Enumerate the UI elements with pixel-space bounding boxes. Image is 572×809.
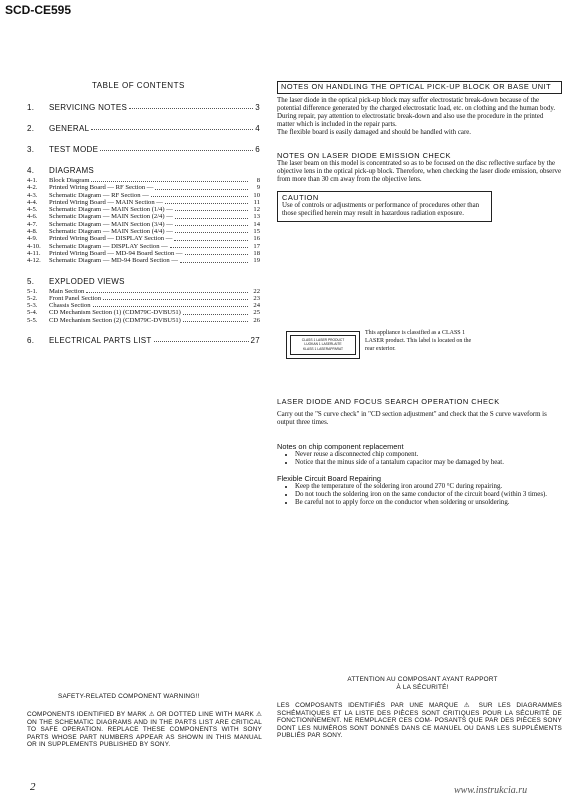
toc-item-page: 25	[253, 309, 260, 317]
toc-leader	[183, 309, 248, 314]
toc-leader	[154, 336, 249, 342]
toc-item-number: 5-3.	[27, 302, 38, 310]
toc-section-title: TEST MODE	[49, 145, 99, 154]
toc-section-page: 3	[255, 103, 260, 112]
flex-bullet: • Keep the temperature of the soldering iron around 270 °C during repairing.	[295, 483, 562, 491]
focus-heading: LASER DIODE AND FOCUS SEARCH OPERATION CHECK	[277, 397, 500, 406]
toc-leader	[151, 192, 248, 197]
toc-item	[27, 177, 260, 184]
toc-item-number: 4-1.	[27, 177, 38, 184]
class1-label-text	[290, 335, 356, 355]
toc-item-number: 4-6.	[27, 213, 38, 221]
caution-heading: CAUTION	[282, 192, 319, 202]
toc-leader	[180, 257, 248, 262]
toc-item-number: 4-11.	[27, 249, 41, 257]
toc-item-page: 12	[253, 206, 260, 214]
toc-leader	[100, 145, 253, 151]
toc-item-page: 9	[256, 184, 260, 192]
toc-item-title: Schematic Diagram — RF Section —	[49, 191, 149, 199]
toc-section	[27, 145, 260, 154]
toc-item	[27, 184, 260, 191]
toc-item-number: 4-3.	[27, 191, 38, 199]
watermark: www.instrukcia.ru	[454, 785, 528, 796]
toc-item-title: Schematic Diagram — MAIN Section (2/4) —	[49, 213, 173, 221]
toc-item-page: 24	[253, 302, 260, 310]
class1-description: This appliance is classified as a CLASS 1 LASER product. This label is located on the rear exterior.	[365, 330, 472, 352]
toc-item-number: 4-12.	[27, 257, 41, 265]
toc-leader	[175, 221, 248, 226]
toc-item	[27, 317, 260, 324]
toc-leader	[175, 206, 248, 211]
toc-item-number: 4-9.	[27, 235, 38, 243]
model-number: SCD-CE595	[5, 3, 72, 17]
right-column-lower	[277, 398, 562, 507]
toc-item-title: Front Panel Section	[49, 294, 102, 302]
toc-leader	[175, 228, 248, 233]
toc-subsection-list	[27, 288, 260, 324]
toc-item-page: 16	[253, 235, 260, 243]
optical-heading: NOTES ON HANDLING THE OPTICAL PICK-UP BLOCK OR BASE UNIT	[281, 82, 552, 91]
toc-item-page: 23	[253, 294, 260, 302]
flex-heading: Flexible Circuit Board Repairing	[277, 473, 381, 483]
toc-item-title: Block Diagram	[49, 177, 90, 184]
toc-leader	[91, 124, 253, 130]
toc-item-page: 19	[253, 257, 260, 265]
toc-item-page: 17	[253, 242, 260, 250]
safety-en-body: COMPONENTS IDENTIFIED BY MARK ⚠ OR DOTTED LINE WITH MARK ⚠ ON THE SCHEMATIC DIAGRAMS AND IN THE PARTS LIST ARE CRITICAL TO SAFE OPERATION. REPLACE THESE COMPONENTS WITH SONY PARTS WHOSE PART NUMBERS APPEAR AS SHOWN IN THIS MANUAL OR IN SUPPLEMENTS PUBLISHED BY SONY.	[27, 711, 262, 748]
flex-bullet: • Be careful not to apply force on the conductor when soldering or unsoldering.	[295, 499, 562, 507]
flex-bullet: • Do not touch the soldering iron on the same conductor of the circuit board (within 3 times).	[295, 491, 562, 499]
toc-leader	[129, 103, 253, 109]
laser-emission-heading: NOTES ON LASER DIODE EMISSION CHECK	[277, 150, 451, 160]
optical-body	[277, 97, 562, 138]
toc-item	[27, 302, 260, 309]
toc-item-number: 5-4.	[27, 309, 38, 317]
table-of-contents	[27, 103, 260, 345]
toc-item-page: 14	[253, 220, 260, 228]
toc-item-page: 26	[253, 316, 260, 324]
right-column	[277, 81, 562, 222]
label-line: CLASS 1 LASER PRODUCT	[301, 338, 345, 342]
toc-item-page: 13	[253, 213, 260, 221]
laser-emission-body	[277, 160, 562, 185]
toc-item	[27, 295, 260, 302]
page-number: 2	[30, 781, 36, 793]
optical-para-3: The flexible board is easily damaged and should be handled with care.	[277, 129, 472, 137]
optical-heading-box	[277, 81, 562, 94]
caution-box	[277, 191, 492, 222]
toc-item-number: 4-2.	[27, 184, 38, 192]
toc-section-number: 4.	[27, 166, 35, 175]
safety-fr-title-1: ATTENTION AU COMPOSANT AYANT RAPPORT	[347, 676, 498, 683]
toc-item	[27, 206, 260, 213]
toc-leader	[170, 243, 248, 248]
toc-item	[27, 309, 260, 316]
label-line: KLASS 1 LASERAPPARAT	[302, 346, 343, 351]
safety-fr-title-2: À LA SÉCURITÉ!	[396, 683, 449, 691]
toc-item	[27, 221, 260, 228]
toc-item	[27, 257, 260, 264]
toc-item-title: Schematic Diagram — MAIN Section (3/4) —	[49, 220, 173, 228]
toc-section-title: DIAGRAMS	[49, 166, 95, 175]
chip-heading: Notes on chip component replacement	[277, 441, 404, 451]
toc-section	[27, 103, 260, 112]
toc-leader	[183, 317, 248, 322]
toc-leader	[155, 184, 248, 189]
toc-item-title: Printed Wiring Board — DISPLAY Section —	[49, 235, 173, 243]
toc-item-title: Chassis Section	[49, 302, 91, 310]
toc-section-number: 6.	[27, 336, 35, 346]
toc-leader	[165, 199, 248, 204]
toc-item-title: Printed Wiring Board — RF Section —	[49, 184, 154, 192]
toc-item-title: CD Mechanism Section (1) (CDM79C-DVBU51)	[49, 309, 181, 317]
toc-section-page: 4	[255, 124, 260, 133]
toc-leader	[93, 302, 248, 307]
toc-item-number: 5-2.	[27, 294, 38, 302]
toc-item-page: 11	[253, 198, 260, 206]
toc-item-number: 4-8.	[27, 228, 38, 236]
toc-item-page: 22	[253, 287, 260, 295]
toc-item	[27, 213, 260, 220]
label-line: LUOKAN 1 LASERLAITE	[304, 342, 342, 347]
toc-section	[27, 277, 260, 286]
toc-title: TABLE OF CONTENTS	[92, 81, 185, 90]
toc-section-page: 27	[250, 336, 260, 346]
safety-fr-body: LES COMPOSANTS IDENTIFIÉS PAR UNE MARQUE ⚠ SUR LES DIAGRAMMES SCHÉMATIQUES ET LA LISTE DES PIÈCES SONT CRITIQUES POUR LA SÉCURITÉ DE FONCTIONNEMENT. NE REMPLACER CES COM- POSANTS QUE PAR DES PIÈCES SONY DONT LES NUMÉROS SONT DONNÉS DANS CE MANUEL OU DANS LES SUPPLÉMENTS PUBLIÉS PAR SONY.	[277, 702, 562, 739]
focus-body: Carry out the "S curve check" in "CD section adjustment" and check that the S curve waveform is output three times.	[277, 410, 547, 426]
safety-en-heading: SAFETY-RELATED COMPONENT WARNING!!	[58, 693, 200, 700]
toc-item	[27, 288, 260, 295]
toc-item-page: 18	[253, 249, 260, 257]
toc-section-title: ELECTRICAL PARTS LIST	[49, 336, 152, 346]
toc-leader	[86, 288, 248, 293]
chip-list	[277, 451, 562, 467]
toc-section-number: 2.	[27, 124, 35, 133]
toc-item	[27, 250, 260, 257]
toc-section	[27, 336, 260, 345]
toc-item-number: 4-4.	[27, 198, 38, 206]
toc-item-page: 10	[253, 191, 260, 199]
toc-leader	[91, 177, 248, 182]
toc-section	[27, 166, 260, 175]
class1-laser-label	[286, 331, 360, 359]
toc-item-title: CD Mechanism Section (2) (CDM79C-DVBU51)	[49, 316, 181, 324]
toc-section-number: 3.	[27, 145, 35, 154]
toc-subsection-list	[27, 177, 260, 265]
toc-section-page: 6	[255, 145, 260, 154]
toc-item-title: Main Section	[49, 287, 85, 295]
caution-text: Use of controls or adjustments or performance of procedures other than those specified herein may result in hazardous radiation exposure.	[282, 202, 480, 218]
chip-bullet: • Never reuse a disconnected chip component.	[295, 451, 562, 459]
toc-item-number: 5-5.	[27, 316, 38, 324]
optical-para-1: The laser diode in the optical pick-up block may suffer electrostatic break-down because of the potential difference generated by the charged electrostatic load, etc. on clothing and the human body.	[277, 96, 556, 112]
chip-bullet: • Notice that the minus side of a tantalum capacitor may be damaged by heat.	[295, 459, 562, 467]
toc-section-title: EXPLODED VIEWS	[49, 276, 125, 286]
toc-section-title: GENERAL	[49, 124, 90, 133]
toc-item	[27, 192, 260, 199]
toc-item-title: Schematic Diagram — DISPLAY Section —	[49, 242, 168, 250]
toc-item-title: Printed Wiring Board — MD-94 Board Section —	[49, 249, 183, 257]
toc-item-number: 4-10.	[27, 242, 41, 250]
toc-section-number: 5.	[27, 276, 35, 286]
toc-section-title: SERVICING NOTES	[49, 103, 128, 112]
laser-emission-text: The laser beam on this model is concentrated so as to be focused on the disc reflective surface by the objective lens in the optical pick-up block. Therefore, when checking the laser diode emission, observe from more than 30 cm away from the objective lens.	[277, 160, 562, 184]
toc-item	[27, 243, 260, 250]
toc-item-number: 4-7.	[27, 220, 38, 228]
toc-section	[27, 124, 260, 133]
toc-item	[27, 199, 260, 206]
flex-list	[277, 483, 562, 508]
toc-item-number: 4-5.	[27, 206, 38, 214]
optical-para-2: During repair, pay attention to electrostatic break-down and also use the procedure in the printed matter which is included in the repair parts.	[277, 112, 544, 129]
toc-leader	[175, 213, 248, 218]
toc-item-title: Schematic Diagram — MD-94 Board Section —	[49, 257, 178, 265]
toc-section-number: 1.	[27, 103, 35, 112]
toc-leader	[185, 250, 249, 255]
safety-fr-heading	[280, 676, 565, 691]
toc-item-page: 8	[256, 177, 260, 184]
toc-item-title: Printed Wiring Board — MAIN Section —	[49, 198, 163, 206]
toc-leader	[103, 295, 248, 300]
toc-item	[27, 235, 260, 242]
toc-item-title: Schematic Diagram — MAIN Section (4/4) —	[49, 228, 173, 236]
toc-item-page: 15	[253, 228, 260, 236]
toc-item-number: 5-1.	[27, 287, 38, 295]
toc-leader	[174, 235, 248, 240]
toc-item-title: Schematic Diagram — MAIN Section (1/4) —	[49, 206, 173, 214]
toc-item	[27, 228, 260, 235]
